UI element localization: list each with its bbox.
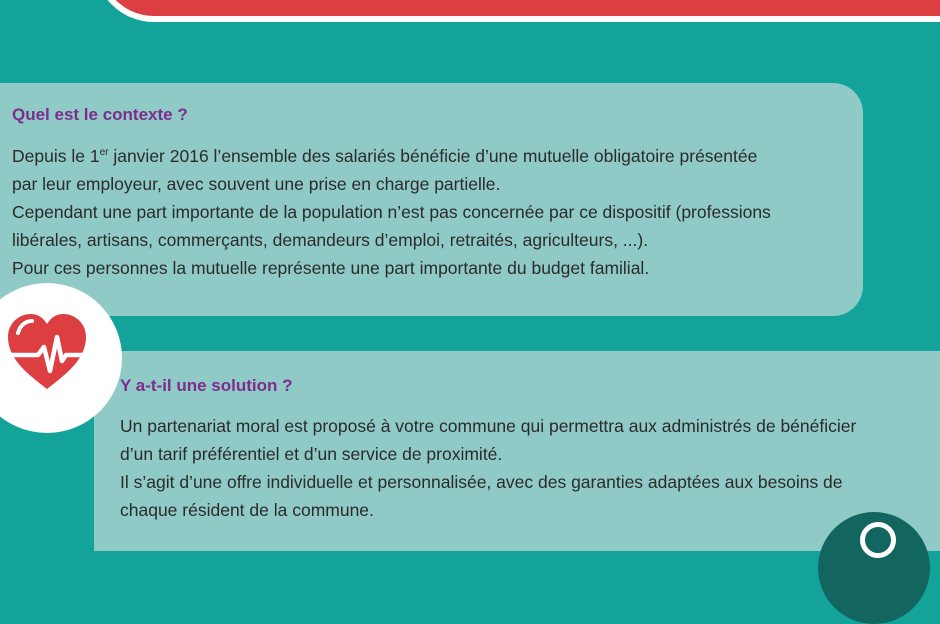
corner-decoration [818,512,930,624]
context-title: Quel est le contexte ? [12,105,188,124]
context-line-5: Pour ces personnes la mutuelle représente une part importante du budget familial. [12,258,650,278]
heart-pulse-icon [4,311,90,393]
solution-line-2: d’un tarif préférentiel et d’un service de proximité. [120,444,503,464]
context-line-3: Cependant une part importante de la population n’est pas concernée par ce dispositif (professions [12,202,771,222]
solution-line-3: Il s’agit d’une offre individuelle et personnalisée, avec des garanties adaptées aux besoins de [120,472,843,492]
solution-line-1: Un partenariat moral est proposé à votre commune qui permettra aux administrés de bénéficier [120,416,857,436]
solution-card [94,351,940,551]
solution-text [120,412,940,524]
context-line-1: Depuis le 1er janvier 2016 l’ensemble des salariés bénéficie d’une mutuelle obligatoire présentée [12,146,758,166]
top-banner [94,0,940,22]
context-text [12,142,842,282]
context-line-4: libérales, artisans, commerçants, demandeurs d’emploi, retraités, agriculteurs, ...). [12,230,649,250]
solution-title: Y a-t-il une solution ? [120,376,293,395]
context-card [0,83,863,316]
context-line-2: par leur employeur, avec souvent une prise en charge partielle. [12,174,501,194]
solution-line-4: chaque résident de la commune. [120,500,374,520]
ordinal-superscript: er [99,147,109,158]
